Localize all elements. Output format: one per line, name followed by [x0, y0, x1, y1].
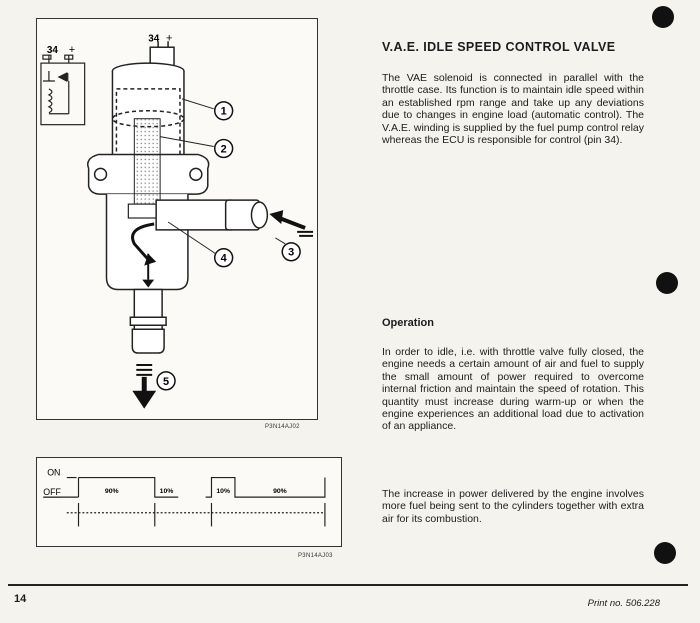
- pct-10-right: 10%: [216, 488, 231, 496]
- air-outflow-arrow: [132, 365, 156, 409]
- valve-illustration: [36, 18, 318, 420]
- pin-34-top-label: 34: [148, 33, 160, 45]
- svg-text:3: 3: [288, 246, 295, 259]
- plus-symbol-top: +: [166, 32, 173, 45]
- operation-heading: Operation: [382, 317, 434, 329]
- wiring-inset: [41, 55, 85, 125]
- pct-90-right: 90%: [273, 488, 287, 496]
- binder-hole-bottom: [654, 542, 676, 564]
- duty-cycle-waveform: [37, 458, 341, 546]
- callout-2: [215, 140, 233, 158]
- section-title: V.A.E. IDLE SPEED CONTROL VALVE: [382, 40, 616, 54]
- off-label: OFF: [43, 487, 61, 498]
- operation-paragraph-2: The increase in power delivered by the engine involves more fuel being sent to the cylinders together with extra air for its combustion.: [382, 488, 644, 525]
- print-number: Print no. 506.228: [587, 598, 660, 609]
- svg-text:2: 2: [220, 143, 227, 156]
- operation-paragraph-1: In order to idle, i.e. with throttle valve fully closed, the engine needs a certain amount of air and fuel to supply the small amount of power required to overcome internal friction and maintain the speed of rotation. This quantity must increase during warm-up or when the engine experiences an additional load due to activation of an appliance.: [382, 346, 644, 433]
- intro-paragraph: The VAE solenoid is connected in parallel with the throttle case. Its function is to maintain idle speed within an established rpm range and take up any deviations due to changes in engine load (automatic control). The V.A.E. winding is supplied by the fuel pump control relay whereas the ECU is responsible for control (pin 34).: [382, 72, 644, 147]
- figure-code: P3N14AJ02: [265, 424, 300, 430]
- callout-3: [282, 243, 300, 261]
- valve-drawing: [37, 19, 317, 419]
- callout-1: [215, 102, 233, 120]
- binder-hole-middle: [656, 272, 678, 294]
- plus-symbol-left: +: [68, 44, 76, 57]
- pct-90-left: 90%: [104, 488, 119, 496]
- callout-4: [215, 249, 233, 267]
- pct-10-left: 10%: [159, 488, 174, 496]
- plunger: [134, 119, 160, 208]
- svg-text:5: 5: [163, 375, 170, 388]
- on-label: ON: [47, 467, 61, 478]
- pin-34-left-label: 34: [46, 45, 58, 57]
- binder-hole-top: [652, 6, 674, 28]
- callout-5: [157, 372, 175, 390]
- svg-text:1: 1: [220, 105, 227, 118]
- duty-cycle-graph: [36, 457, 342, 547]
- air-inflow-arrow: [279, 218, 305, 228]
- svg-text:4: 4: [220, 252, 227, 265]
- graph-code: P3N14AJ03: [298, 553, 333, 559]
- page-number: 14: [14, 593, 27, 605]
- footer-rule: [8, 584, 688, 586]
